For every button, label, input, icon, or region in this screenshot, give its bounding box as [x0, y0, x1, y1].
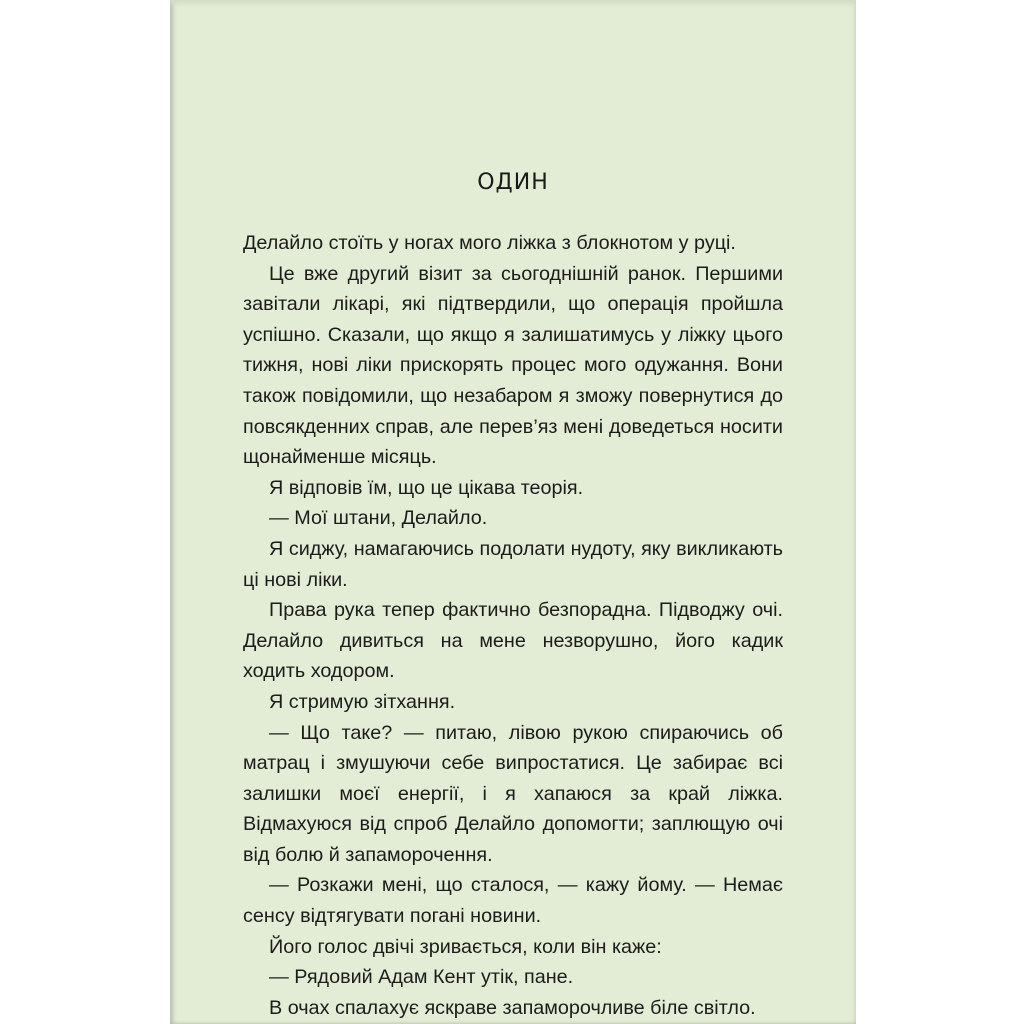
dialogue-line: — Розкажи мені, що сталося, — кажу йому. — Немає сенсу відтягувати погані новини.: [243, 874, 783, 928]
paragraph: Його голос двічі зривається, коли він каже:: [269, 935, 662, 958]
paragraph: Делайло стоїть у ногах мого ліжка з блокнотом у руці.: [243, 232, 736, 254]
dialogue-line: — Мої штани, Делайло.: [269, 507, 488, 530]
book-page: [170, 0, 856, 1024]
paragraph: Права рука тепер фактично безпорадна. Підводжу очі. Делайло дивиться на мене незворушно, його кадик ходить ходором.: [243, 599, 783, 683]
dialogue-line: — Рядовий Адам Кент утік, пане.: [269, 966, 574, 989]
paragraph: Я стримую зітхання.: [269, 690, 456, 713]
dialogue-line: — Що таке? — питаю, лівою рукою спираючись об матрац і змушуючи себе випростатися. Це забирає всі залишки моєї енергії, і я хапаюся за край ліжка. Відмахуюся від спроб Делайло допомогти; заплющую очі від болю й запаморочення.: [243, 721, 783, 866]
chapter-body: [243, 228, 783, 1023]
paragraph: Я сиджу, намагаючись подолати нудоту, яку викликають ці нові ліки.: [243, 537, 783, 591]
paragraph: Я відповів їм, що це цікава теорія.: [269, 476, 584, 499]
chapter-title: ОДИН: [477, 170, 549, 195]
paragraph: Це вже другий візит за сьогоднішній ранок. Першими завітали лікарі, які підтвердили, що операція пройшла успішно. Сказали, що якщо я залишатимусь у ліжку цього тижня, нові ліки прискорять процес мого одужання. Вони також повідомили, що незабаром я зможу повернутися до повсякденних справ, але перев’яз мені доведеться носити щонайменше місяць.: [243, 262, 783, 469]
page-edge-shadow: [170, 0, 856, 8]
paragraph: В очах спалахує яскраве запаморочливе біле світло.: [269, 996, 756, 1019]
